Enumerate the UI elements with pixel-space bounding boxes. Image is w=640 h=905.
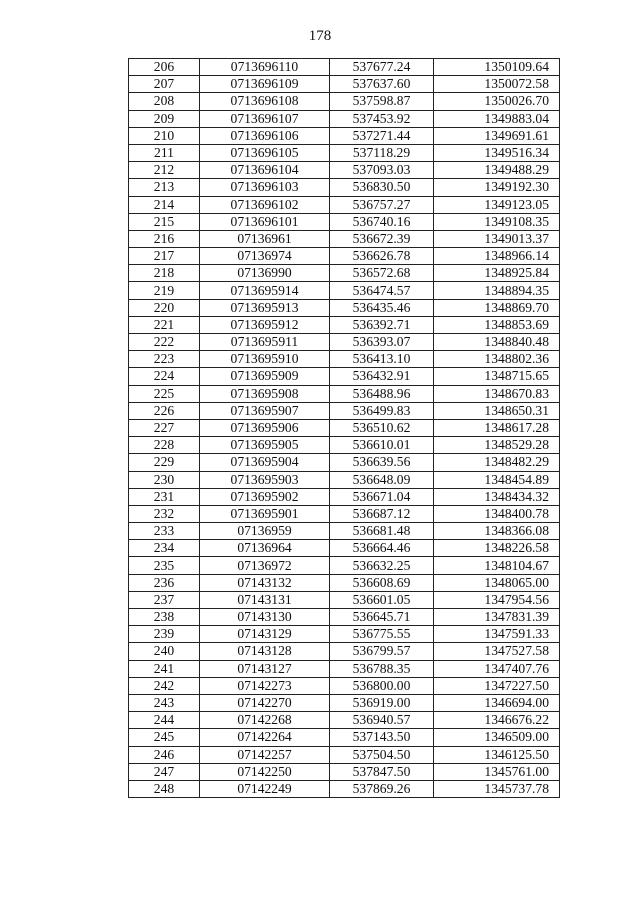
x-coordinate-cell: 536800.00	[330, 677, 434, 694]
point-id-cell: 07142268	[200, 712, 330, 729]
y-coordinate-cell: 1348454.89	[434, 471, 560, 488]
x-coordinate-cell: 536788.35	[330, 660, 434, 677]
row-number-cell: 237	[129, 591, 200, 608]
x-coordinate-cell: 536413.10	[330, 351, 434, 368]
y-coordinate-cell: 1346694.00	[434, 694, 560, 711]
x-coordinate-cell: 537453.92	[330, 110, 434, 127]
row-number-cell: 235	[129, 557, 200, 574]
table-row	[129, 59, 560, 76]
table-row	[129, 523, 560, 540]
row-number-cell: 233	[129, 523, 200, 540]
table-row	[129, 660, 560, 677]
table-row	[129, 76, 560, 93]
y-coordinate-cell: 1349013.37	[434, 230, 560, 247]
point-id-cell: 0713696103	[200, 179, 330, 196]
table-row	[129, 643, 560, 660]
table-row	[129, 746, 560, 763]
table-row	[129, 402, 560, 419]
table-row	[129, 677, 560, 694]
x-coordinate-cell: 537598.87	[330, 93, 434, 110]
y-coordinate-cell: 1348670.83	[434, 385, 560, 402]
point-id-cell: 07142270	[200, 694, 330, 711]
table-row	[129, 626, 560, 643]
point-id-cell: 0713696101	[200, 213, 330, 230]
point-id-cell: 0713695908	[200, 385, 330, 402]
x-coordinate-cell: 536608.69	[330, 574, 434, 591]
row-number-cell: 216	[129, 230, 200, 247]
point-id-cell: 0713695912	[200, 316, 330, 333]
table-row	[129, 230, 560, 247]
row-number-cell: 232	[129, 505, 200, 522]
row-number-cell: 206	[129, 59, 200, 76]
table-row	[129, 557, 560, 574]
table-row	[129, 540, 560, 557]
row-number-cell: 231	[129, 488, 200, 505]
page-number: 178	[308, 28, 332, 44]
table-row	[129, 213, 560, 230]
row-number-cell: 247	[129, 763, 200, 780]
point-id-cell: 07142249	[200, 780, 330, 797]
y-coordinate-cell: 1348802.36	[434, 351, 560, 368]
table-row	[129, 282, 560, 299]
row-number-cell: 219	[129, 282, 200, 299]
point-id-cell: 0713696102	[200, 196, 330, 213]
point-id-cell: 07142257	[200, 746, 330, 763]
point-id-cell: 0713696104	[200, 162, 330, 179]
x-coordinate-cell: 537118.29	[330, 144, 434, 161]
y-coordinate-cell: 1349488.29	[434, 162, 560, 179]
point-id-cell: 0713695910	[200, 351, 330, 368]
x-coordinate-cell: 536664.46	[330, 540, 434, 557]
point-id-cell: 07143132	[200, 574, 330, 591]
point-id-cell: 0713695904	[200, 454, 330, 471]
point-id-cell: 07136959	[200, 523, 330, 540]
point-id-cell: 0713695909	[200, 368, 330, 385]
table-row	[129, 385, 560, 402]
x-coordinate-cell: 536510.62	[330, 419, 434, 436]
table-row	[129, 780, 560, 797]
table-row	[129, 609, 560, 626]
y-coordinate-cell: 1347831.39	[434, 609, 560, 626]
row-number-cell: 248	[129, 780, 200, 797]
y-coordinate-cell: 1346125.50	[434, 746, 560, 763]
table-row	[129, 437, 560, 454]
table-row	[129, 162, 560, 179]
row-number-cell: 212	[129, 162, 200, 179]
x-coordinate-cell: 536775.55	[330, 626, 434, 643]
x-coordinate-cell: 536681.48	[330, 523, 434, 540]
x-coordinate-cell: 536940.57	[330, 712, 434, 729]
x-coordinate-cell: 536432.91	[330, 368, 434, 385]
table-row	[129, 712, 560, 729]
table-row	[129, 299, 560, 316]
table-row	[129, 144, 560, 161]
point-id-cell: 0713696109	[200, 76, 330, 93]
table-row	[129, 591, 560, 608]
x-coordinate-cell: 537271.44	[330, 127, 434, 144]
row-number-cell: 239	[129, 626, 200, 643]
x-coordinate-cell: 536499.83	[330, 402, 434, 419]
x-coordinate-cell: 536632.25	[330, 557, 434, 574]
point-id-cell: 0713696105	[200, 144, 330, 161]
point-id-cell: 0713696110	[200, 59, 330, 76]
y-coordinate-cell: 1349516.34	[434, 144, 560, 161]
x-coordinate-cell: 536610.01	[330, 437, 434, 454]
table-row	[129, 351, 560, 368]
y-coordinate-cell: 1348715.65	[434, 368, 560, 385]
row-number-cell: 245	[129, 729, 200, 746]
row-number-cell: 207	[129, 76, 200, 93]
x-coordinate-cell: 537504.50	[330, 746, 434, 763]
table-row	[129, 110, 560, 127]
x-coordinate-cell: 536645.71	[330, 609, 434, 626]
y-coordinate-cell: 1348366.08	[434, 523, 560, 540]
row-number-cell: 230	[129, 471, 200, 488]
coordinates-table	[128, 58, 560, 798]
row-number-cell: 220	[129, 299, 200, 316]
row-number-cell: 217	[129, 248, 200, 265]
x-coordinate-cell: 537093.03	[330, 162, 434, 179]
row-number-cell: 213	[129, 179, 200, 196]
y-coordinate-cell: 1348894.35	[434, 282, 560, 299]
x-coordinate-cell: 536740.16	[330, 213, 434, 230]
x-coordinate-cell: 536799.57	[330, 643, 434, 660]
point-id-cell: 07142273	[200, 677, 330, 694]
y-coordinate-cell: 1348104.67	[434, 557, 560, 574]
row-number-cell: 225	[129, 385, 200, 402]
point-id-cell: 0713695906	[200, 419, 330, 436]
x-coordinate-cell: 536626.78	[330, 248, 434, 265]
x-coordinate-cell: 536639.56	[330, 454, 434, 471]
point-id-cell: 0713695901	[200, 505, 330, 522]
table-row	[129, 419, 560, 436]
y-coordinate-cell: 1349192.30	[434, 179, 560, 196]
y-coordinate-cell: 1347407.76	[434, 660, 560, 677]
y-coordinate-cell: 1348966.14	[434, 248, 560, 265]
x-coordinate-cell: 536648.09	[330, 471, 434, 488]
y-coordinate-cell: 1350109.64	[434, 59, 560, 76]
table-row	[129, 488, 560, 505]
point-id-cell: 07143131	[200, 591, 330, 608]
table-row	[129, 574, 560, 591]
row-number-cell: 226	[129, 402, 200, 419]
row-number-cell: 224	[129, 368, 200, 385]
x-coordinate-cell: 536757.27	[330, 196, 434, 213]
y-coordinate-cell: 1348869.70	[434, 299, 560, 316]
table-row	[129, 179, 560, 196]
x-coordinate-cell: 536488.96	[330, 385, 434, 402]
table-row	[129, 93, 560, 110]
x-coordinate-cell: 537677.24	[330, 59, 434, 76]
x-coordinate-cell: 536919.00	[330, 694, 434, 711]
y-coordinate-cell: 1349123.05	[434, 196, 560, 213]
row-number-cell: 228	[129, 437, 200, 454]
point-id-cell: 07136961	[200, 230, 330, 247]
row-number-cell: 243	[129, 694, 200, 711]
x-coordinate-cell: 536392.71	[330, 316, 434, 333]
row-number-cell: 246	[129, 746, 200, 763]
row-number-cell: 229	[129, 454, 200, 471]
point-id-cell: 07143129	[200, 626, 330, 643]
y-coordinate-cell: 1346509.00	[434, 729, 560, 746]
table-row	[129, 334, 560, 351]
point-id-cell: 0713695913	[200, 299, 330, 316]
x-coordinate-cell: 536687.12	[330, 505, 434, 522]
point-id-cell: 0713696107	[200, 110, 330, 127]
point-id-cell: 07142264	[200, 729, 330, 746]
y-coordinate-cell: 1349108.35	[434, 213, 560, 230]
point-id-cell: 07143130	[200, 609, 330, 626]
y-coordinate-cell: 1348400.78	[434, 505, 560, 522]
y-coordinate-cell: 1348617.28	[434, 419, 560, 436]
point-id-cell: 07136972	[200, 557, 330, 574]
table-row	[129, 729, 560, 746]
row-number-cell: 240	[129, 643, 200, 660]
y-coordinate-cell: 1348840.48	[434, 334, 560, 351]
point-id-cell: 07136974	[200, 248, 330, 265]
y-coordinate-cell: 1348529.28	[434, 437, 560, 454]
row-number-cell: 221	[129, 316, 200, 333]
y-coordinate-cell: 1348650.31	[434, 402, 560, 419]
x-coordinate-cell: 537637.60	[330, 76, 434, 93]
row-number-cell: 241	[129, 660, 200, 677]
point-id-cell: 0713695905	[200, 437, 330, 454]
table-row	[129, 265, 560, 282]
table-row	[129, 471, 560, 488]
y-coordinate-cell: 1346676.22	[434, 712, 560, 729]
table-row	[129, 196, 560, 213]
x-coordinate-cell: 536435.46	[330, 299, 434, 316]
point-id-cell: 0713695903	[200, 471, 330, 488]
row-number-cell: 242	[129, 677, 200, 694]
table-row	[129, 694, 560, 711]
x-coordinate-cell: 537847.50	[330, 763, 434, 780]
y-coordinate-cell: 1350072.58	[434, 76, 560, 93]
row-number-cell: 236	[129, 574, 200, 591]
row-number-cell: 234	[129, 540, 200, 557]
table-row	[129, 368, 560, 385]
table-row	[129, 505, 560, 522]
point-id-cell: 07136990	[200, 265, 330, 282]
point-id-cell: 0713696108	[200, 93, 330, 110]
row-number-cell: 208	[129, 93, 200, 110]
row-number-cell: 211	[129, 144, 200, 161]
y-coordinate-cell: 1347527.58	[434, 643, 560, 660]
point-id-cell: 07143128	[200, 643, 330, 660]
table-row	[129, 248, 560, 265]
point-id-cell: 07142250	[200, 763, 330, 780]
x-coordinate-cell: 536671.04	[330, 488, 434, 505]
y-coordinate-cell: 1349691.61	[434, 127, 560, 144]
point-id-cell: 0713695907	[200, 402, 330, 419]
y-coordinate-cell: 1347227.50	[434, 677, 560, 694]
y-coordinate-cell: 1348925.84	[434, 265, 560, 282]
row-number-cell: 215	[129, 213, 200, 230]
row-number-cell: 210	[129, 127, 200, 144]
y-coordinate-cell: 1349883.04	[434, 110, 560, 127]
table-row	[129, 316, 560, 333]
row-number-cell: 238	[129, 609, 200, 626]
row-number-cell: 227	[129, 419, 200, 436]
y-coordinate-cell: 1348065.00	[434, 574, 560, 591]
point-id-cell: 0713696106	[200, 127, 330, 144]
point-id-cell: 0713695902	[200, 488, 330, 505]
row-number-cell: 209	[129, 110, 200, 127]
y-coordinate-cell: 1350026.70	[434, 93, 560, 110]
point-id-cell: 07136964	[200, 540, 330, 557]
x-coordinate-cell: 536474.57	[330, 282, 434, 299]
coordinates-table-body	[129, 59, 560, 798]
row-number-cell: 214	[129, 196, 200, 213]
y-coordinate-cell: 1345761.00	[434, 763, 560, 780]
y-coordinate-cell: 1345737.78	[434, 780, 560, 797]
x-coordinate-cell: 536672.39	[330, 230, 434, 247]
x-coordinate-cell: 537143.50	[330, 729, 434, 746]
row-number-cell: 222	[129, 334, 200, 351]
x-coordinate-cell: 536601.05	[330, 591, 434, 608]
y-coordinate-cell: 1348226.58	[434, 540, 560, 557]
x-coordinate-cell: 536830.50	[330, 179, 434, 196]
x-coordinate-cell: 537869.26	[330, 780, 434, 797]
y-coordinate-cell: 1348482.29	[434, 454, 560, 471]
point-id-cell: 07143127	[200, 660, 330, 677]
row-number-cell: 223	[129, 351, 200, 368]
row-number-cell: 218	[129, 265, 200, 282]
y-coordinate-cell: 1348434.32	[434, 488, 560, 505]
y-coordinate-cell: 1347954.56	[434, 591, 560, 608]
point-id-cell: 0713695911	[200, 334, 330, 351]
y-coordinate-cell: 1348853.69	[434, 316, 560, 333]
point-id-cell: 0713695914	[200, 282, 330, 299]
y-coordinate-cell: 1347591.33	[434, 626, 560, 643]
table-row	[129, 127, 560, 144]
x-coordinate-cell: 536572.68	[330, 265, 434, 282]
row-number-cell: 244	[129, 712, 200, 729]
x-coordinate-cell: 536393.07	[330, 334, 434, 351]
table-row	[129, 763, 560, 780]
table-row	[129, 454, 560, 471]
